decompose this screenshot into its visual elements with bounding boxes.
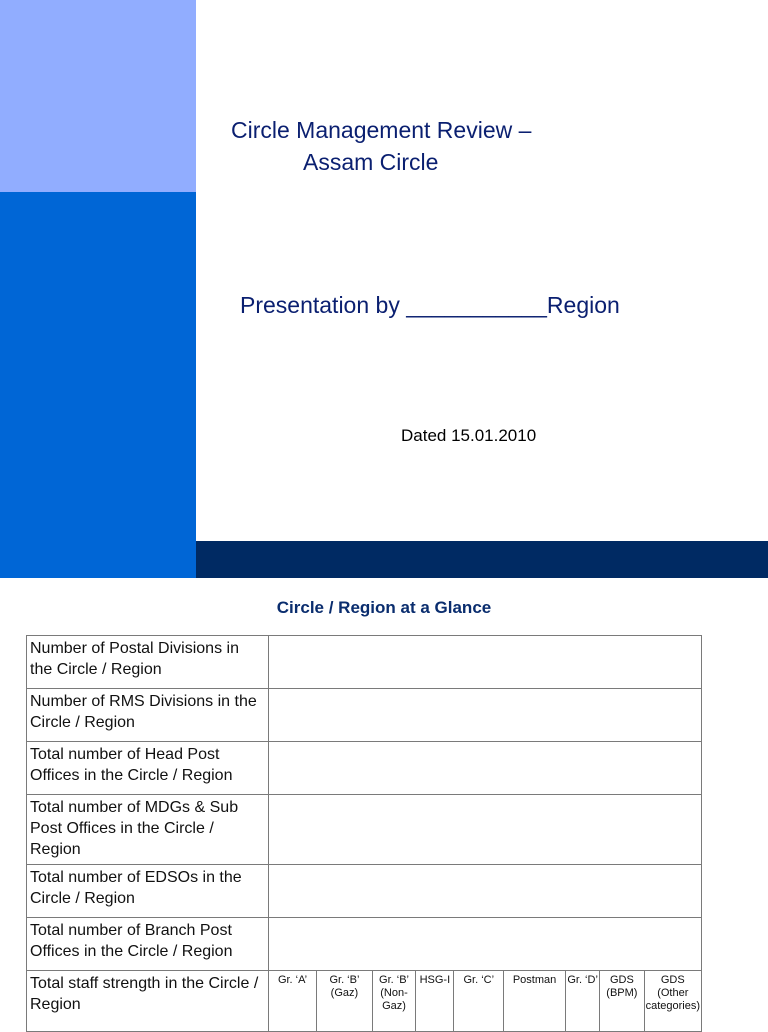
row-value-cell — [269, 795, 702, 865]
table-row — [27, 795, 702, 865]
glance-table — [26, 635, 702, 1032]
staff-header: Gr. ‘B’ (Gaz) — [317, 971, 373, 1031]
table-row — [27, 636, 702, 689]
table-row — [27, 865, 702, 918]
staff-breakdown-cell — [269, 971, 702, 1032]
row-value-cell — [269, 742, 702, 795]
table-row — [27, 971, 702, 1032]
slide-title-line-1: Circle Management Review – — [231, 117, 532, 143]
dated-text: Dated 15.01.2010 — [401, 426, 537, 445]
row-label: Total staff strength in the Circle / Region — [27, 971, 269, 1032]
table-row — [27, 689, 702, 742]
staff-header: Gr. ‘C’ — [454, 971, 504, 1031]
staff-header: HSG-I — [416, 971, 454, 1031]
staff-header: Postman — [504, 971, 566, 1031]
staff-breakdown-table — [269, 971, 701, 1031]
row-label: Total number of Branch Post Offices in the Circle / Region — [27, 918, 269, 971]
slide-title-line-2: Assam Circle — [303, 149, 439, 175]
glance-slide — [0, 578, 768, 1024]
row-label: Total number of Head Post Offices in the Circle / Region — [27, 742, 269, 795]
staff-header: Gr. ‘D’ — [566, 971, 600, 1031]
decorative-light-blue-block — [0, 0, 196, 192]
row-value-cell — [269, 689, 702, 742]
row-label: Number of Postal Divisions in the Circle / Region — [27, 636, 269, 689]
decorative-blue-block — [0, 192, 196, 578]
staff-header: Gr. ‘A’ — [277, 974, 308, 986]
decorative-dark-band — [196, 541, 768, 578]
presentation-by-text: Presentation by ___________Region — [240, 292, 620, 318]
table-row — [27, 918, 702, 971]
staff-header: GDS (Other categories) — [644, 971, 701, 1031]
glance-title: Circle / Region at a Glance — [276, 598, 492, 617]
row-label: Total number of MDGs & Sub Post Offices in the Circle / Region — [27, 795, 269, 865]
row-value-cell — [269, 918, 702, 971]
row-value-cell — [269, 636, 702, 689]
row-label: Total number of EDSOs in the Circle / Region — [27, 865, 269, 918]
table-row — [27, 742, 702, 795]
staff-header: Gr. ‘B’ (Non-Gaz) — [372, 971, 415, 1031]
row-label: Number of RMS Divisions in the Circle / Region — [27, 689, 269, 742]
row-value-cell — [269, 865, 702, 918]
staff-header: GDS (BPM) — [600, 971, 644, 1031]
